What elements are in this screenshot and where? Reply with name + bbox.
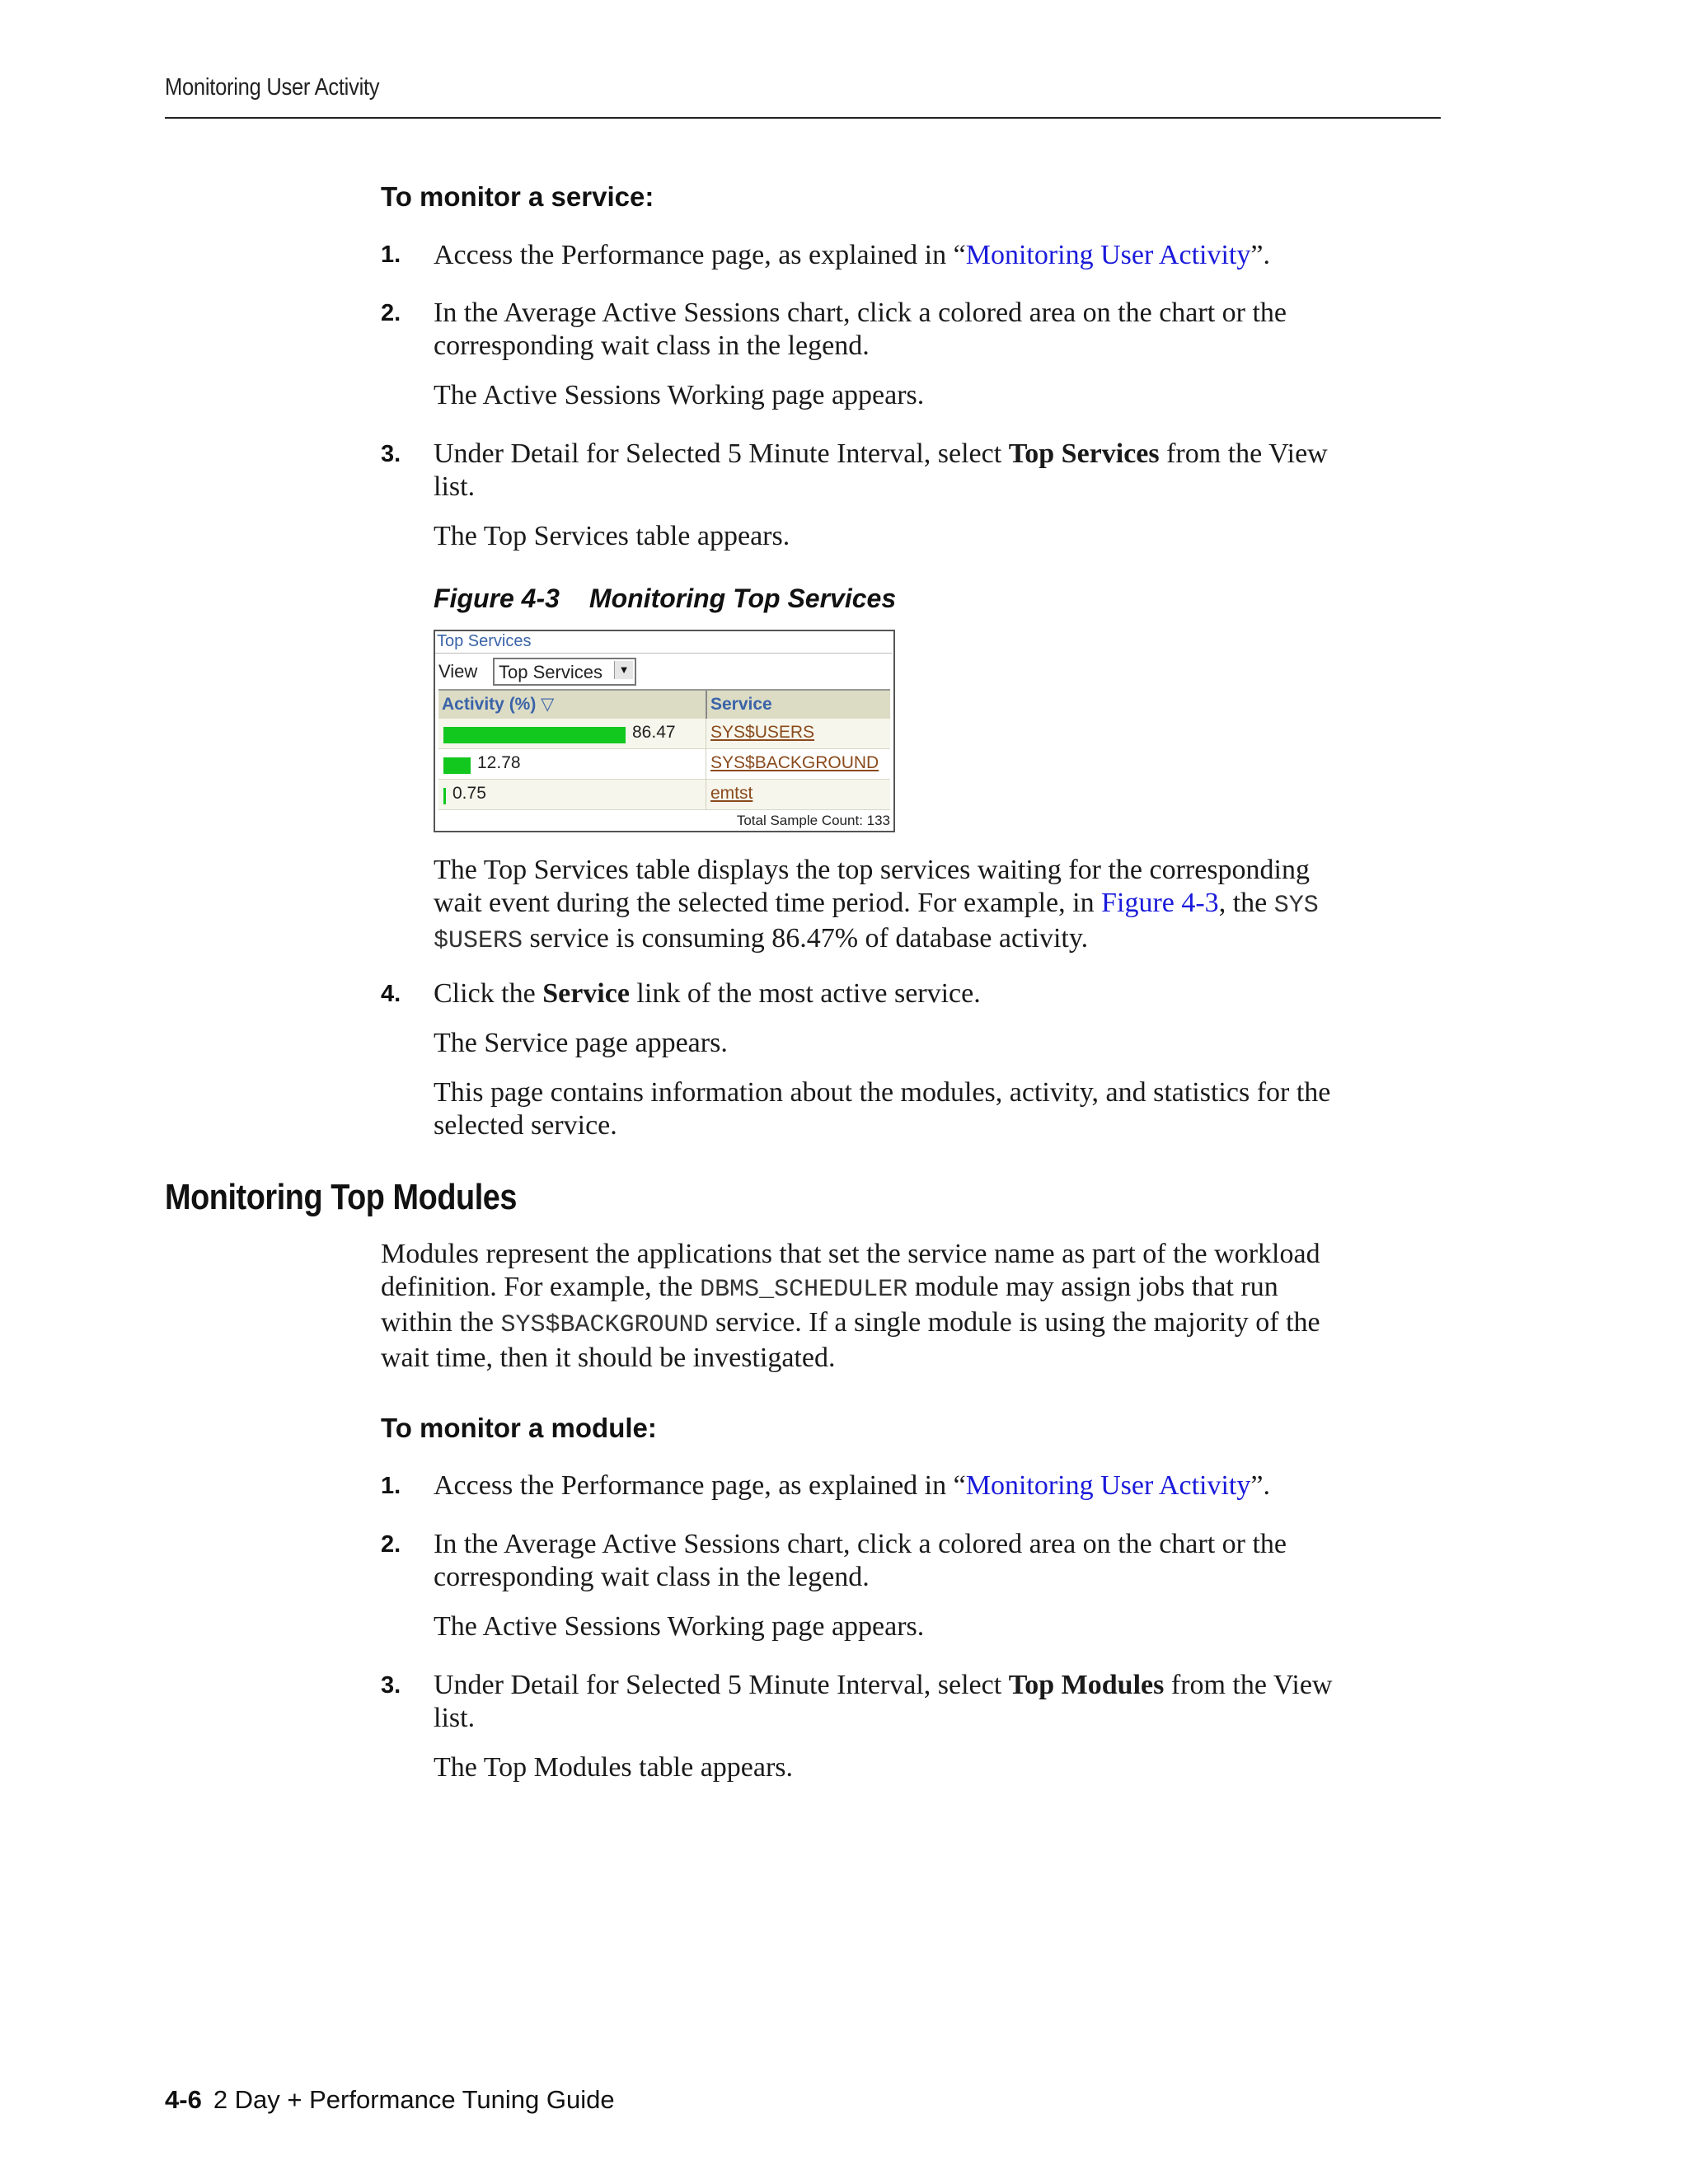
total-sample-count: Total Sample Count: 133 — [736, 813, 890, 828]
chevron-down-icon[interactable]: ▼ — [614, 661, 633, 679]
activity-value: 86.47 — [632, 723, 676, 742]
step-number: 4. — [381, 981, 401, 1007]
step-number: 2. — [381, 300, 401, 326]
step-number: 3. — [381, 1672, 401, 1699]
figure-caption: Figure 4-3 Monitoring Top Services — [434, 583, 897, 613]
activity-bar — [443, 788, 446, 804]
running-header: Monitoring User Activity — [165, 74, 380, 101]
step-result: The Top Services table appears. — [434, 521, 790, 551]
activity-bar — [443, 757, 471, 774]
step-result: This page contains information about the modules, activity, and statistics for the selected service. — [434, 1077, 1331, 1141]
page-footer — [165, 2085, 615, 2115]
activity-bar — [443, 727, 626, 743]
figure-panel-title: Top Services — [437, 632, 532, 650]
activity-value: 0.75 — [452, 784, 486, 803]
table-row — [438, 780, 890, 810]
column-header-service[interactable]: Service — [710, 695, 772, 714]
section-intro: Modules represent the applications that set the service name as part of the workload definition. For example, the DBMS_SCHEDULER module may assign jobs that run within the SYS$BACKGROUND service. If a single module is using the majority of the wait time, then it should be investigated. — [381, 1239, 1320, 1373]
page-number: 4-6 — [165, 2085, 202, 2114]
procedure-title-service: To monitor a service: — [381, 181, 654, 212]
view-select-value: Top Services — [499, 662, 603, 682]
step-text: Under Detail for Selected 5 Minute Interval, select Top Modules from the View list. — [434, 1670, 1333, 1733]
step-number: 2. — [381, 1531, 401, 1558]
activity-value: 12.78 — [477, 753, 521, 772]
step-result: The Active Sessions Working page appears. — [434, 1611, 925, 1642]
step-result: The Active Sessions Working page appears. — [434, 380, 925, 410]
view-select[interactable] — [493, 658, 636, 686]
step-text: In the Average Active Sessions chart, click a colored area on the chart or the corresponding wait class in the legend. — [434, 298, 1287, 361]
step-text: Under Detail for Selected 5 Minute Interval, select Top Services from the View list. — [434, 438, 1328, 502]
step-result: The Top Modules table appears. — [434, 1752, 794, 1783]
table-row — [438, 719, 890, 749]
figure-title-divider — [435, 653, 892, 654]
step-text: In the Average Active Sessions chart, click a colored area on the chart or the corresponding wait class in the legend. — [434, 1529, 1287, 1592]
monitoring-user-activity-link[interactable]: Monitoring User Activity — [965, 1470, 1251, 1501]
book-title: 2 Day + Performance Tuning Guide — [213, 2085, 615, 2114]
table-row — [438, 749, 890, 780]
table-header — [438, 689, 890, 720]
service-link[interactable]: emtst — [710, 784, 753, 803]
view-label: View — [438, 661, 478, 682]
top-services-figure — [434, 630, 895, 832]
section-heading: Monitoring Top Modules — [165, 1177, 518, 1217]
service-link[interactable]: SYS$USERS — [710, 723, 815, 742]
header-rule — [165, 117, 1441, 119]
column-divider — [706, 691, 707, 719]
step-text: Click the Service link of the most active service. — [434, 978, 981, 1009]
step-number: 1. — [381, 1473, 401, 1499]
step-number: 3. — [381, 441, 401, 467]
figure-4-3-link[interactable]: Figure 4-3 — [1101, 888, 1219, 918]
procedure-title-module: To monitor a module: — [381, 1413, 657, 1443]
figure-explanation: The Top Services table displays the top services waiting for the corresponding wait event during the selected time period. For example, in Figure 4-3, the SYS $USERS service is consuming 86.47% of database activity. — [434, 855, 1319, 955]
step-result: The Service page appears. — [434, 1028, 728, 1058]
step-text: Access the Performance page, as explained in “Monitoring User Activity”. — [434, 240, 1270, 270]
monitoring-user-activity-link[interactable]: Monitoring User Activity — [965, 240, 1251, 270]
column-header-activity[interactable]: Activity (%) ▽ — [442, 695, 555, 714]
service-link[interactable]: SYS$BACKGROUND — [710, 753, 879, 772]
step-number: 1. — [381, 241, 401, 268]
step-text: Access the Performance page, as explained in “Monitoring User Activity”. — [434, 1470, 1270, 1501]
